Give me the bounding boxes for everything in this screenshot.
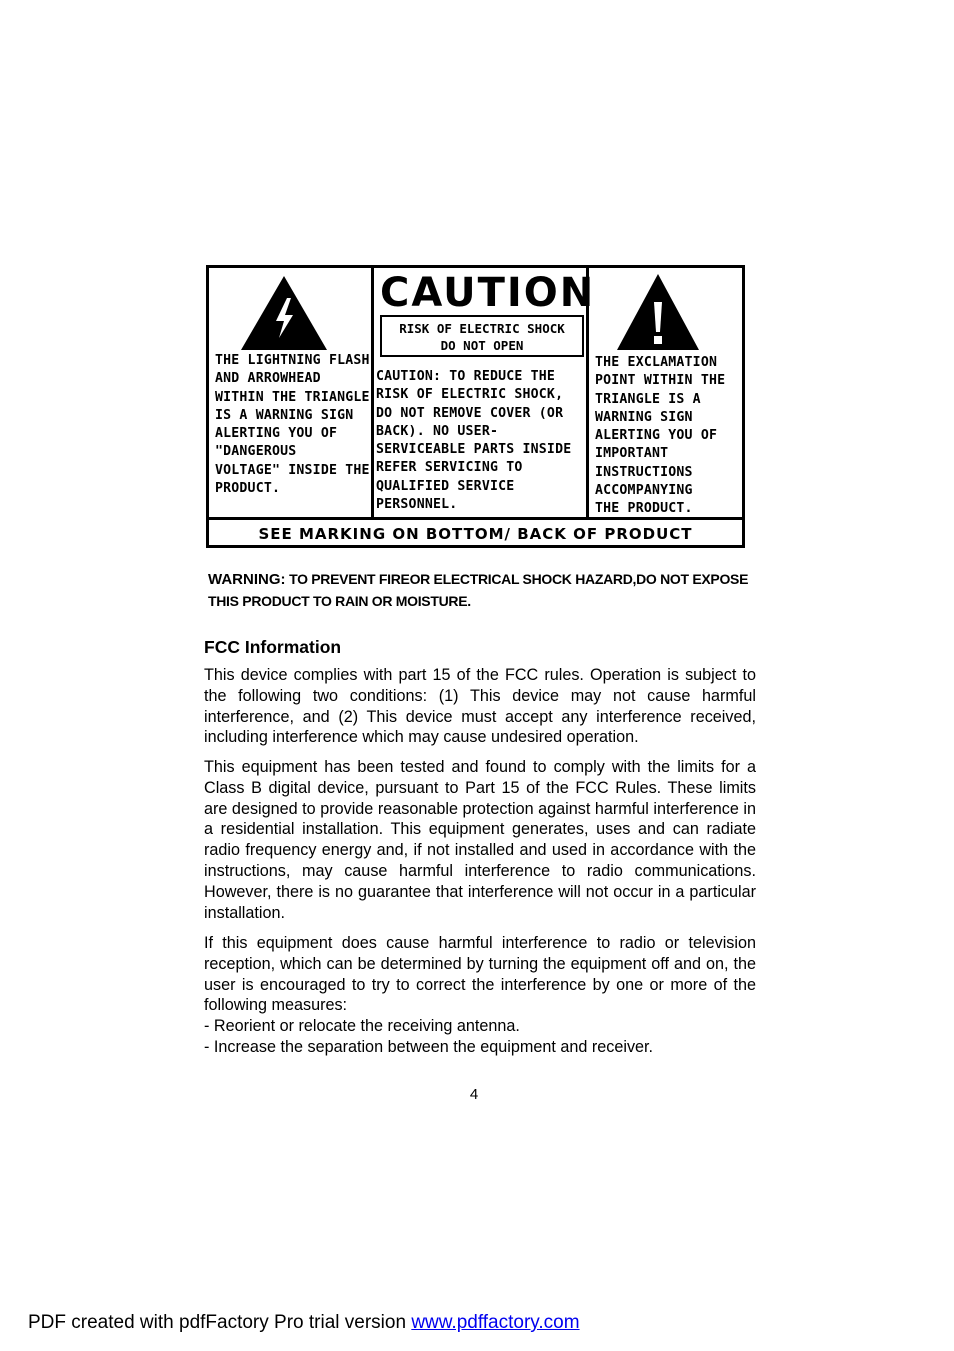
fcc-paragraph-3 bbox=[204, 933, 756, 1058]
caution-right-panel bbox=[589, 268, 742, 519]
caution-description: CAUTION: TO REDUCE THE RISK OF ELECTRIC SHOCK, DO NOT REMOVE COVER (OR BACK). NO USER- SERVICEABLE PARTS INSIDE REFER SERVICING TO QUALIFIED SERVICE PERSONNEL. bbox=[376, 369, 572, 513]
caution-label bbox=[206, 265, 745, 548]
exclamation-description: THE EXCLAMATION POINT WITHIN THE TRIANGLE IS A WARNING SIGN ALERTING YOU OF IMPORTANT INSTRUCTIONS ACCOMPANYING THE PRODUCT. bbox=[595, 355, 726, 517]
warning-statement bbox=[208, 569, 768, 613]
risk-electric-shock-box: RISK OF ELECTRIC SHOCK DO NOT OPEN bbox=[380, 315, 584, 357]
caution-left-panel bbox=[209, 268, 371, 519]
fcc-measure-1: - Reorient or relocate the receiving antenna. bbox=[204, 1017, 520, 1036]
fcc-paragraph-2: This equipment has been tested and found to comply with the limits for a Class B digital device, pursuant to Part 15 of the FCC Rules. These limits are designed to provide reasonable protection against harmful interference in a residential installation. This equipment generates, uses and can radiate radio frequency energy and, if not installed and used in accordance with the instructions, may cause harmful interference to radio communications. However, there is no guarantee that interference will not occur in a particular installation. bbox=[204, 758, 756, 922]
marking-location-text: SEE MARKING ON BOTTOM/ BACK OF PRODUCT bbox=[258, 525, 693, 543]
warning-text: TO PREVENT FIREOR ELECTRICAL SHOCK HAZARD,DO NOT EXPOSE THIS PRODUCT TO RAIN OR MOISTURE. bbox=[208, 571, 749, 609]
exclamation-triangle-icon bbox=[615, 272, 701, 352]
footer-text: PDF created with pdfFactory Pro trial version bbox=[28, 1312, 412, 1333]
caution-center-panel bbox=[371, 268, 596, 519]
fcc-heading: FCC Information bbox=[204, 637, 342, 657]
pdf-footer bbox=[28, 1312, 580, 1334]
fcc-paragraph-1: This device complies with part 15 of the FCC rules. Operation is subject to the following two conditions: (1) This device may not cause harmful interference, and (2) This device must accept any interference received, including interference which may cause undesired operation. bbox=[204, 666, 756, 747]
fcc-measure-2: - Increase the separation between the equipment and receiver. bbox=[204, 1037, 654, 1056]
page-number: 4 bbox=[469, 1086, 479, 1103]
caution-title: CAUTION bbox=[380, 270, 596, 316]
warning-label: WARNING: bbox=[208, 571, 286, 588]
lightning-triangle-icon bbox=[239, 274, 329, 352]
pdffactory-link[interactable]: www.pdffactory.com bbox=[411, 1312, 580, 1333]
fcc-paragraph-3-text: If this equipment does cause harmful interference to radio or television reception, which can be determined by turning the equipment off and on, the user is encouraged to try to correct the interference by one or more of the following measures: bbox=[204, 934, 756, 1015]
marking-location-bar bbox=[209, 517, 742, 548]
lightning-description: THE LIGHTNING FLASH AND ARROWHEAD WITHIN THE TRIANGLE IS A WARNING SIGN ALERTING YOU OF "DANGEROUS VOLTAGE" INSIDE THE PRODUCT. bbox=[215, 353, 370, 497]
